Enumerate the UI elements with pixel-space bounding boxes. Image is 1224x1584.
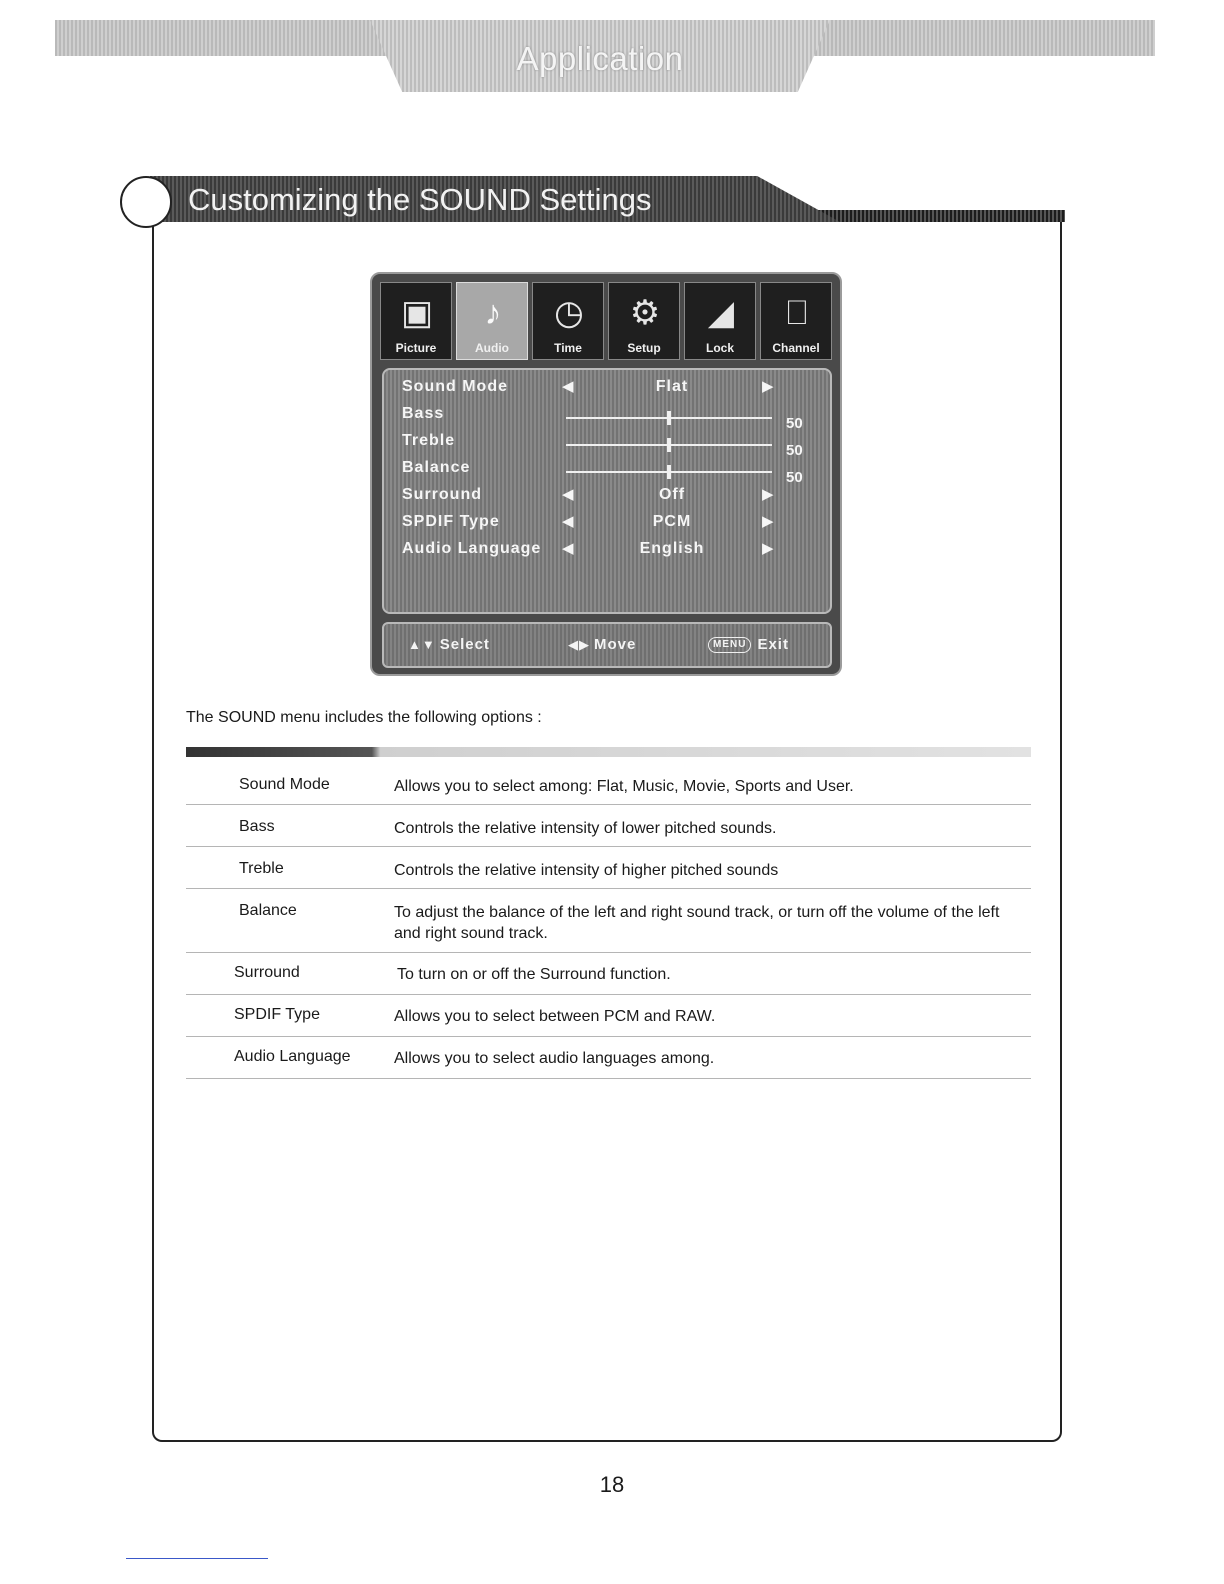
tab-label: Time: [554, 341, 582, 355]
tv-menu-tabs: [380, 282, 832, 362]
option-name: SPDIF Type: [234, 1006, 320, 1023]
clock-icon: ◷: [554, 294, 584, 332]
section-heading-bar: [120, 176, 1065, 228]
option-description: To adjust the balance of the left and right sound track, or turn off the volume of the left and right sound track.: [394, 904, 1000, 942]
menu-key-icon: MENU: [708, 637, 751, 653]
table-row: [186, 776, 1031, 805]
footer-move-hint: [568, 636, 636, 653]
option-description: Allows you to select among: Flat, Music, Movie, Sports and User.: [394, 778, 854, 795]
arrow-left-icon[interactable]: ◀: [562, 486, 574, 503]
menu-row-label: Sound Mode: [402, 378, 508, 395]
table-row: [186, 818, 1031, 847]
menu-row-balance[interactable]: [402, 457, 822, 486]
table-row: [186, 1048, 1031, 1079]
arrow-left-icon[interactable]: ◀: [562, 513, 574, 530]
tab-setup[interactable]: [608, 282, 680, 360]
left-right-icon: ◀▶: [568, 637, 590, 652]
menu-row-treble[interactable]: [402, 430, 822, 459]
tv-icon: ⎕: [786, 293, 808, 332]
section-bullet-icon: [120, 176, 172, 228]
tab-time[interactable]: [532, 282, 604, 360]
tab-label: Setup: [627, 341, 661, 355]
footer-exit-hint: [708, 636, 789, 653]
menu-row-surround[interactable]: [402, 484, 822, 510]
option-name: Bass: [239, 818, 275, 835]
menu-row-label: Balance: [402, 459, 471, 476]
option-description: Controls the relative intensity of higher pitched sounds: [394, 862, 779, 879]
tab-lock[interactable]: [684, 282, 756, 360]
menu-row-audio-language[interactable]: [402, 538, 822, 564]
menu-row-label: Bass: [402, 405, 445, 422]
menu-row-value: Flat: [655, 378, 689, 395]
arrow-right-icon[interactable]: ▶: [762, 378, 774, 395]
page-number: 18: [599, 1472, 625, 1497]
menu-row-sound-mode[interactable]: [402, 376, 822, 402]
balance-slider-knob[interactable]: [667, 465, 671, 479]
options-table-header-bar: [186, 747, 1031, 757]
tab-label: Picture: [395, 341, 437, 355]
tab-channel[interactable]: [760, 282, 832, 360]
arrow-right-icon[interactable]: ▶: [762, 540, 774, 557]
menu-row-label: Surround: [402, 486, 482, 503]
tab-label: Audio: [475, 341, 509, 355]
option-description: To turn on or off the Surround function.: [397, 966, 671, 983]
tab-picture[interactable]: [380, 282, 452, 360]
menu-row-value: Off: [658, 486, 686, 503]
tv-menu-screenshot: [370, 272, 842, 676]
table-row: [186, 860, 1031, 889]
option-name: Treble: [239, 860, 284, 877]
gear-icon: ⚙: [629, 294, 661, 332]
audio-icon: ♪: [484, 293, 502, 332]
lock-icon: ◢: [707, 294, 735, 332]
arrow-left-icon[interactable]: ◀: [562, 378, 574, 395]
treble-slider-knob[interactable]: [667, 438, 671, 452]
menu-row-value: PCM: [652, 513, 692, 530]
menu-row-value: 50: [786, 469, 803, 486]
footer-move-label: Move: [594, 636, 637, 653]
table-row: [186, 1006, 1031, 1037]
menu-row-label: Audio Language: [402, 540, 542, 557]
arrow-right-icon[interactable]: ▶: [762, 486, 774, 503]
option-description: Allows you to select between PCM and RAW.: [394, 1008, 716, 1025]
menu-row-label: SPDIF Type: [402, 513, 500, 530]
up-down-icon: ▲▼: [408, 637, 436, 652]
arrow-right-icon[interactable]: ▶: [762, 513, 774, 530]
arrow-left-icon[interactable]: ◀: [562, 540, 574, 557]
tab-audio[interactable]: [456, 282, 528, 360]
option-name: Balance: [239, 902, 297, 919]
footer-select-hint: [408, 636, 490, 653]
tab-label: Channel: [772, 341, 820, 355]
menu-row-label: Treble: [402, 432, 456, 449]
menu-row-value: 50: [786, 442, 803, 459]
option-description: Controls the relative intensity of lower pitched sounds.: [394, 820, 777, 837]
section-title: Customizing the SOUND Settings: [188, 182, 652, 217]
intro-text: The SOUND menu includes the following options :: [186, 709, 542, 726]
footer-exit-label: Exit: [757, 636, 789, 653]
footer-rule: [126, 1558, 268, 1559]
menu-row-value: English: [639, 540, 705, 557]
menu-row-spdif-type[interactable]: [402, 511, 822, 537]
tab-label: Lock: [705, 341, 734, 355]
table-row: [186, 964, 1031, 995]
camera-icon: ▣: [400, 294, 434, 332]
tv-menu-footer: [382, 622, 832, 668]
table-row: [186, 902, 1031, 953]
option-name: Surround: [234, 964, 300, 981]
bass-slider-knob[interactable]: [667, 411, 671, 425]
audio-settings-panel: [382, 368, 832, 614]
option-name: Sound Mode: [239, 776, 330, 793]
option-name: Audio Language: [234, 1048, 351, 1065]
menu-row-bass[interactable]: [402, 403, 822, 432]
menu-row-value: 50: [786, 415, 803, 432]
footer-select-label: Select: [439, 636, 490, 653]
option-description: Allows you to select audio languages among.: [394, 1050, 715, 1067]
page-header-title: Application: [516, 40, 684, 77]
